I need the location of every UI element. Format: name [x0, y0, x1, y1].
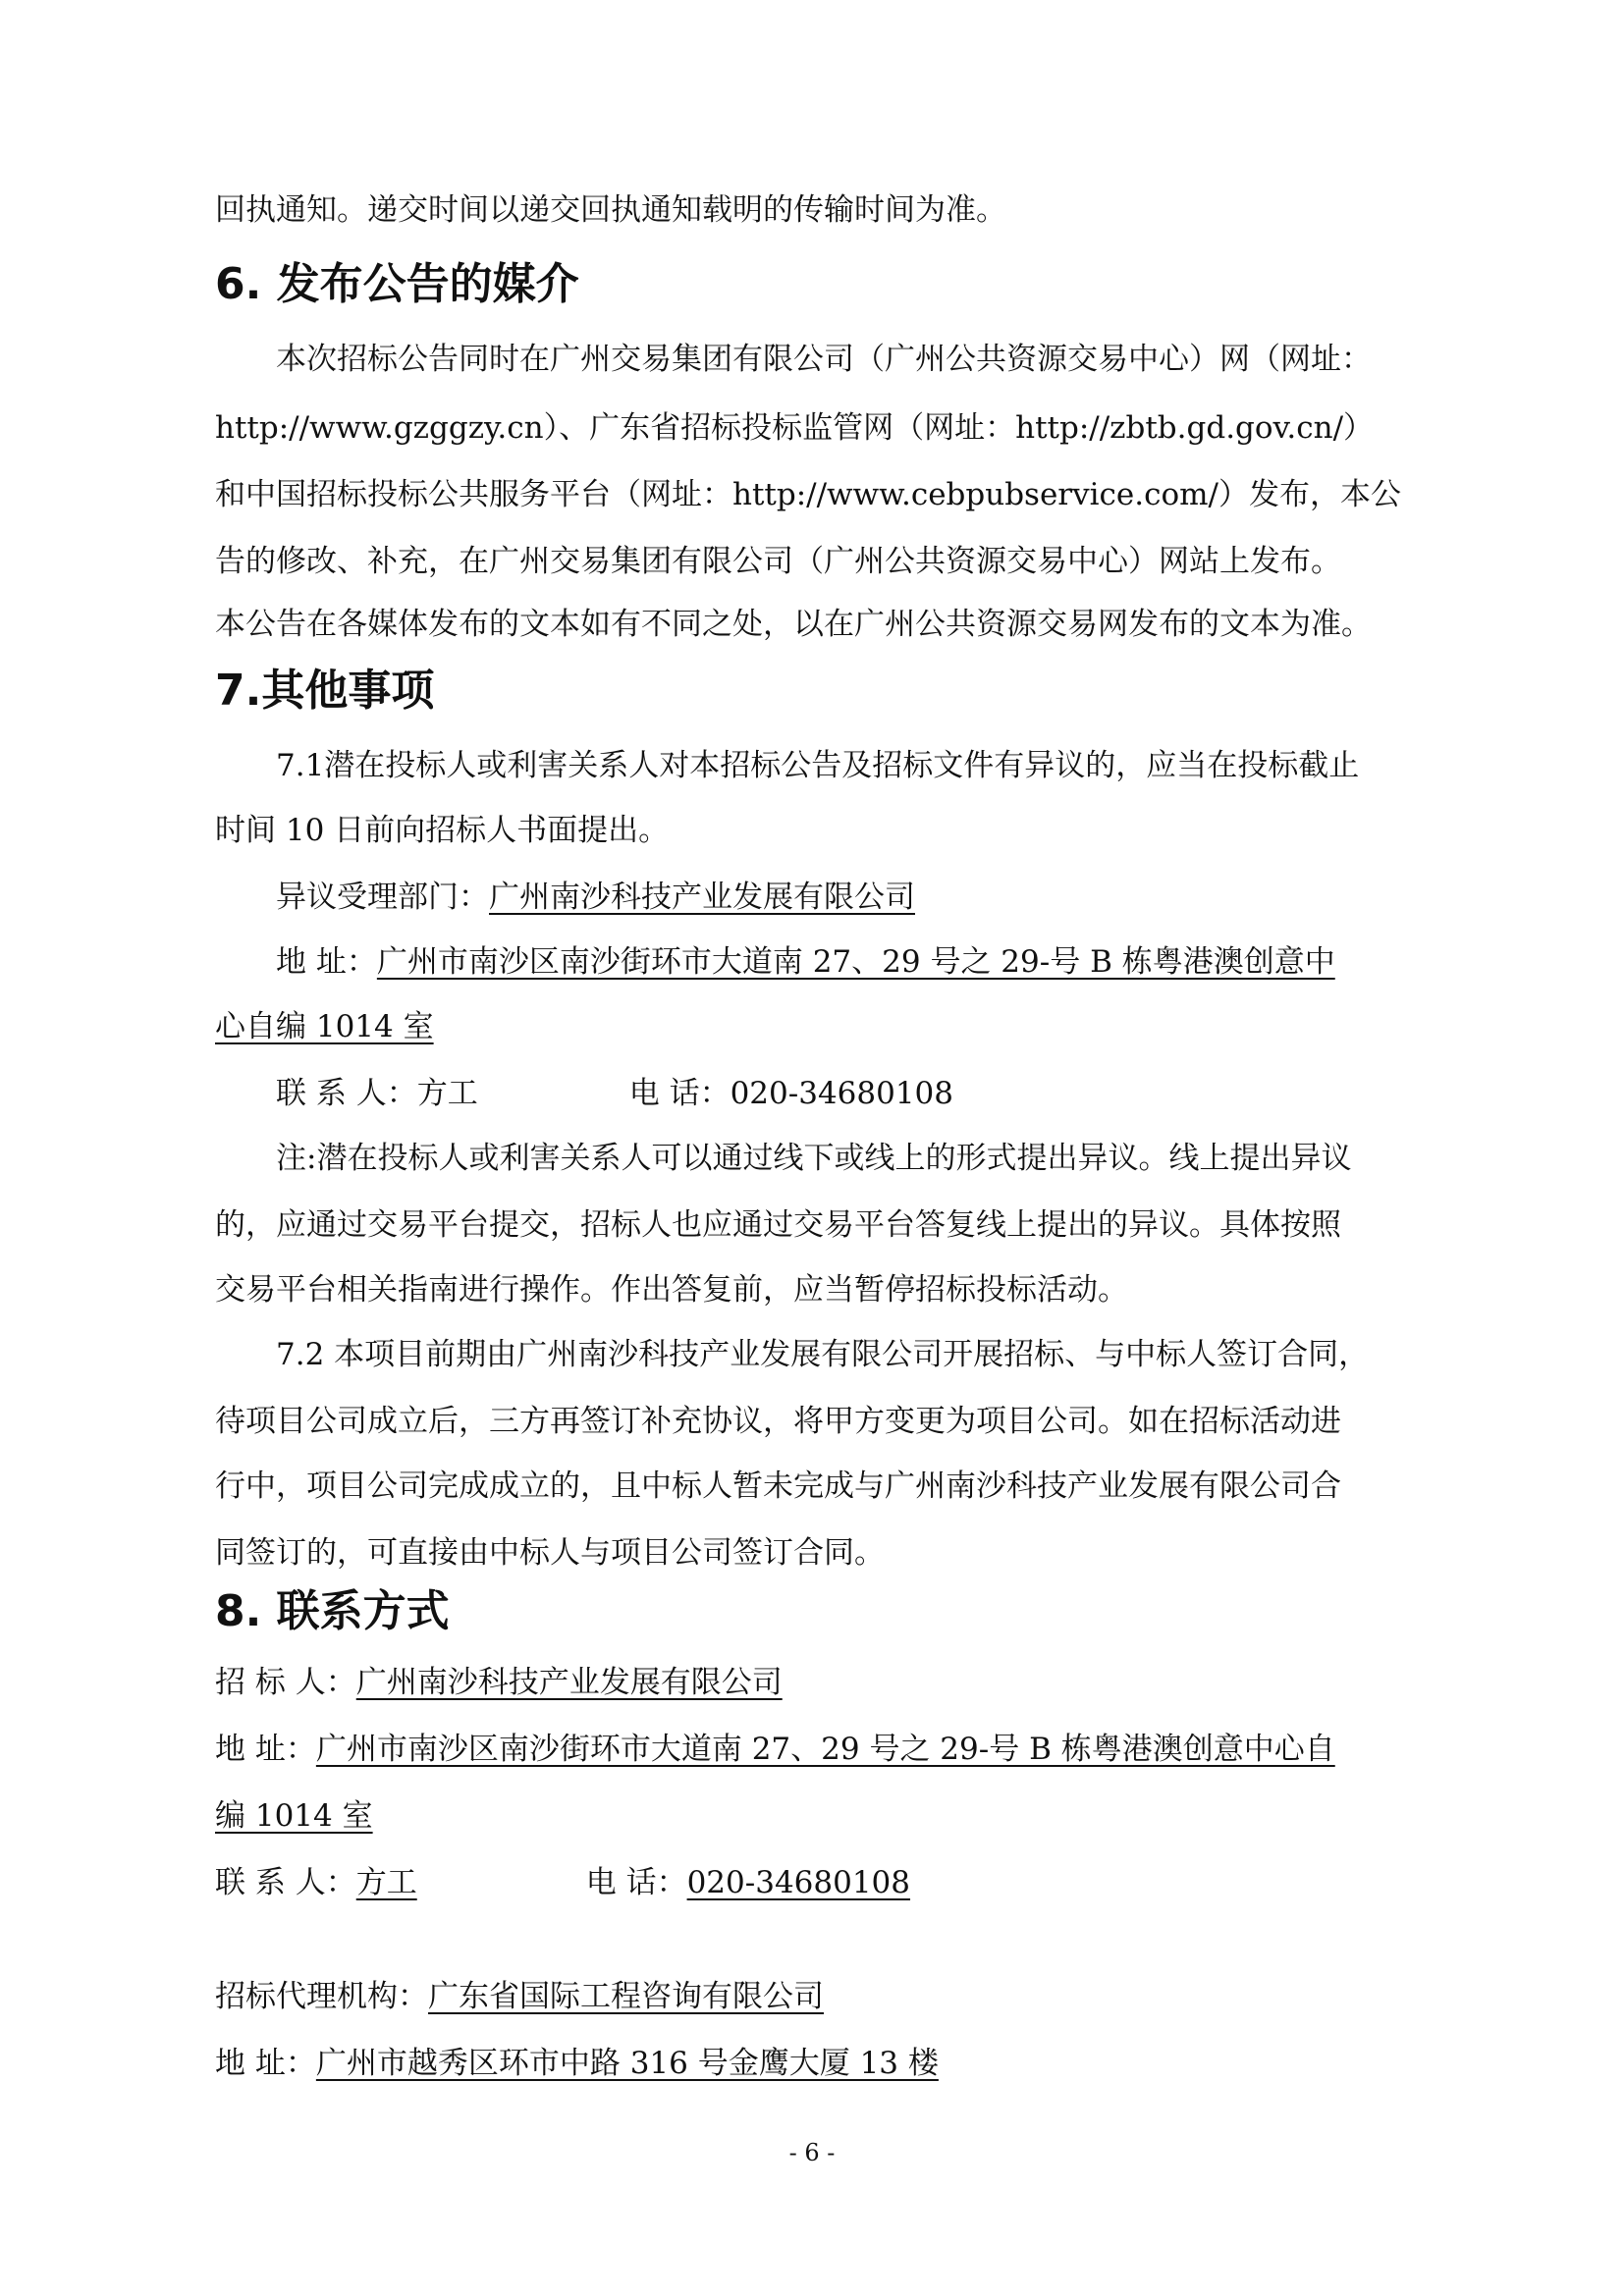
objection-address-row	[276, 942, 1442, 982]
agency-address-label: 地 址：	[215, 2046, 316, 2081]
objection-dept-value: 广州南沙科技产业发展有限公司	[489, 880, 915, 915]
tenderer-row	[215, 1663, 1442, 1702]
tenderer-label: 招 标 人：	[215, 1665, 356, 1700]
section-7-2-line-3: 行中，项目公司完成成立的，且中标人暂未完成与广州南沙科技产业发展有限公司合	[215, 1468, 1341, 1504]
tenderer-value: 广州南沙科技产业发展有限公司	[355, 1665, 783, 1700]
agency-label: 招标代理机构：	[215, 1979, 428, 2014]
tenderer-address-row	[215, 1730, 1442, 1769]
section-8-heading: 8. 联系方式	[215, 1586, 450, 1636]
objection-phone: 电 话：020-34680108	[628, 1076, 954, 1111]
tenderer-address-label: 地 址：	[215, 1732, 316, 1767]
agency-value: 广东省国际工程咨询有限公司	[428, 1979, 824, 2014]
objection-address-value-2: 心自编 1014 室	[215, 1009, 434, 1044]
note-line-3: 交易平台相关指南进行操作。作出答复前，应当暂停招标投标活动。	[215, 1272, 1128, 1308]
objection-contact: 联 系 人：方工	[276, 1076, 478, 1111]
section-6-line-4: 告的修改、补充，在广州交易集团有限公司（广州公共资源交易中心）网站上发布。	[215, 544, 1341, 579]
section-6-line-2: http://www.gzggzy.cn）、广东省招标投标监管网（网址：http://zbtb.gd.gov.cn/）	[215, 410, 1375, 446]
section-6-heading: 6. 发布公告的媒介	[215, 259, 579, 309]
tenderer-address-row-2	[215, 1796, 1442, 1836]
section-7-2-line-4: 同签订的，可直接由中标人与项目公司签订合同。	[215, 1535, 885, 1571]
section-6-line-3: 和中国招标投标公共服务平台（网址：http://www.cebpubservice.com/）发布，本公	[215, 477, 1401, 512]
objection-contact-row	[276, 1074, 1442, 1113]
tenderer-contact-value: 方工	[355, 1865, 417, 1900]
tenderer-address-value-2: 编 1014 室	[215, 1798, 373, 1834]
tenderer-phone-label: 电 话：	[585, 1865, 687, 1900]
section-7-2-line-1: 7.2 本项目前期由广州南沙科技产业发展有限公司开展招标、与中标人签订合同，	[276, 1337, 1370, 1372]
objection-dept-label: 异议受理部门：	[276, 880, 489, 915]
note-line-2: 的，应通过交易平台提交，招标人也应通过交易平台答复线上提出的异议。具体按照	[215, 1207, 1341, 1243]
section-7-1-line-1: 7.1潜在投标人或利害关系人对本招标公告及招标文件有异议的，应当在投标截止	[276, 748, 1360, 783]
section-6-line-1: 本次招标公告同时在广州交易集团有限公司（广州公共资源交易中心）网（网址：	[276, 342, 1372, 377]
tenderer-phone-value: 020-34680108	[686, 1865, 911, 1900]
continuation-line: 回执通知。递交时间以递交回执通知载明的传输时间为准。	[215, 192, 1006, 228]
tenderer-contact-label: 联 系 人：	[215, 1865, 356, 1900]
section-6-line-5: 本公告在各媒体发布的文本如有不同之处，以在广州公共资源交易网发布的文本为准。	[215, 607, 1372, 642]
objection-dept-row	[276, 878, 1442, 917]
agency-address-value: 广州市越秀区环市中路 316 号金鹰大厦 13 楼	[315, 2046, 939, 2081]
section-7-1-line-2: 时间 10 日前向招标人书面提出。	[215, 813, 670, 848]
section-7-2-line-2: 待项目公司成立后，三方再签订补充协议，将甲方变更为项目公司。如在招标活动进	[215, 1404, 1341, 1439]
note-line-1: 注:潜在投标人或利害关系人可以通过线下或线上的形式提出异议。线上提出异议	[276, 1141, 1352, 1176]
agency-row	[215, 1977, 1442, 2016]
agency-address-row	[215, 2044, 1442, 2083]
objection-address-value: 广州市南沙区南沙街环市大道南 27、29 号之 29-号 B 栋粤港澳创意中	[376, 944, 1335, 980]
objection-address-label: 地 址：	[276, 944, 377, 980]
tenderer-contact-row	[215, 1863, 1442, 1902]
tenderer-address-value: 广州市南沙区南沙街环市大道南 27、29 号之 29-号 B 栋粤港澳创意中心自	[315, 1732, 1335, 1767]
section-7-heading: 7.其他事项	[215, 666, 435, 716]
page-number: - 6 -	[788, 2139, 836, 2166]
objection-address-row-2	[215, 1007, 1442, 1046]
